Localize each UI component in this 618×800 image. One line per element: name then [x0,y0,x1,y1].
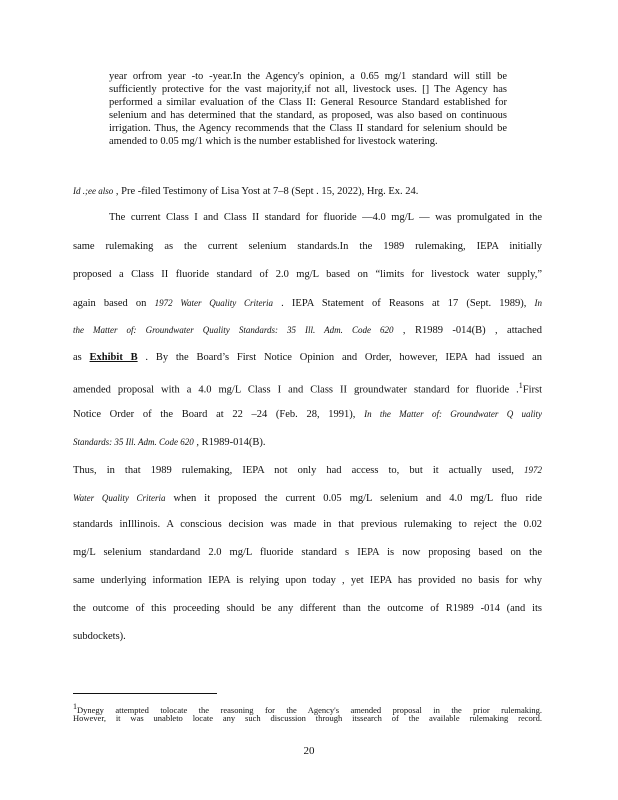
footnote-line-2: However, it was unableto locate any such discussion through itssearch of the available rulemaking record. [73,713,542,723]
para2-line-3: standards inIllinois. A conscious decision was made in that previous rulemaking to reject the 0.02 [73,519,542,530]
footnote-marker: 1 [73,702,77,711]
para2-line-6: the outcome of this proceeding should be any different than the outcome of R1989 -014 (and its [73,603,542,614]
para2-line-1 [73,463,542,478]
text-run: again based on [73,298,147,309]
page-number: 20 [303,745,315,757]
italic-case-title: In the Matter of: Groundwater Q uality [364,409,543,419]
text-run: , R1989 -014(B) , attached [402,325,543,336]
italic-title: Water Quality Criteria [73,493,166,503]
para1-line-9 [73,435,542,450]
text-run: , R1989-014(B). [196,437,266,448]
citation-text: , Pre -filed Testimony of Lisa Yost at 7–8 (Sept . 15, 2022), Hrg. Ex. 24. [115,186,419,197]
block-quote: year orfrom year -to -year.In the Agency's opinion, a 0.65 mg/1 standard will still be sufficiently protective for the vast majority,if not all, livestock uses. [] The Agency has performed a similar evaluation of the Class II: General Resource Standard established for selenium and has determined that the standard, as proposed, was also based on continuous irrigation. Thus, the Agency recommends that the Class II standard for selenium should be amended to 0.05 mg/1 which is the number established for livestock watering. [109,71,507,148]
footnote-divider [73,693,217,694]
para1-line-7 [73,379,542,398]
text-run: Notice Order of the Board at 22 –24 (Feb. 28, 1991), [73,409,356,420]
para1-line-3: proposed a Class II fluoride standard of 2.0 mg/L based on “limits for livestock water supply,” [73,269,542,280]
para1-line-6 [73,351,542,365]
text-run: when it proposed the current 0.05 mg/L selenium and 4.0 mg/L fluo ride [173,493,543,504]
para2-line-7: subdockets). [73,631,126,642]
para1-line-4 [73,296,542,311]
text-run: as [73,352,82,363]
para2-line-4: mg/L selenium standardand 2.0 mg/L fluoride standard s IEPA is now proposing based on the [73,547,542,558]
para2-line-5: same underlying information IEPA is relying upon today , yet IEPA has provided no basis for why [73,575,542,586]
para1-line-1: The current Class I and Class II standard for fluoride —4.0 mg/L — was promulgated in the [109,212,542,223]
italic-run: In [534,298,543,308]
text-run: First [522,384,542,396]
text-run: . By the Board’s First Notice Opinion and Order, however, IEPA had issued an [145,352,542,363]
footnote-marker: 1 [518,381,523,390]
citation-line [73,184,542,199]
exhibit-reference: Exhibit B [89,352,138,363]
text-run: . IEPA Statement of Reasons at 17 (Sept. 1989), [281,298,527,309]
italic-title: 1972 Water Quality Criteria [154,298,274,308]
italic-run: 1972 [524,465,543,475]
para2-line-2 [73,491,542,506]
para1-line-5 [73,323,542,338]
italic-case-title: Standards: 35 Ill. Adm. Code 620 [73,437,194,447]
italic-case-title: the Matter of: Groundwater Quality Standards: 35 Ill. Adm. Code 620 [73,325,394,335]
text-run: amended proposal with a 4.0 mg/L Class I and Class II groundwater standard for fluoride . [73,384,519,396]
footnote-text: Dynegy attempted tolocate the reasoning for the Agency's amended proposal in the prior rulemaking. [77,704,542,715]
text-run: Thus, in that 1989 rulemaking, IEPA not only had access to, but it actually used, [73,465,514,476]
para1-line-2: same rulemaking as the current selenium standards.In the 1989 rulemaking, IEPA initially [73,241,542,252]
para1-line-8 [73,407,542,422]
citation-signal: Id .;ee also [73,186,114,196]
